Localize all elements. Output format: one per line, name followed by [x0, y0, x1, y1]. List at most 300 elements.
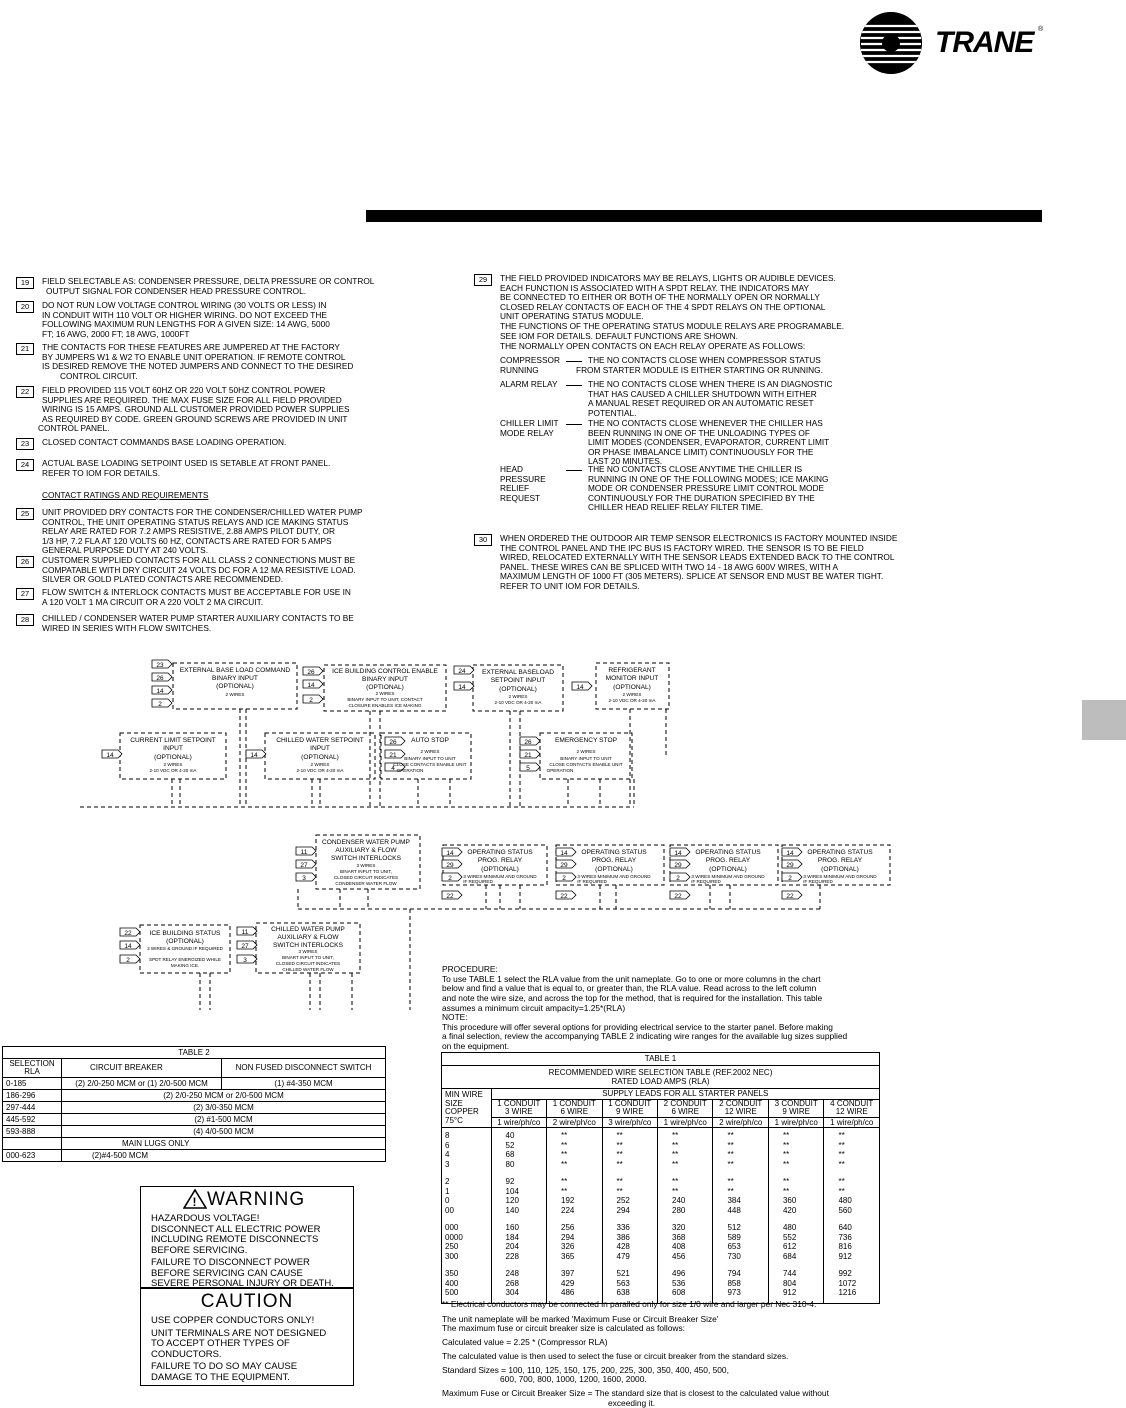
table-cell: [602, 1220, 657, 1266]
rla-value: 192: [561, 1196, 575, 1205]
tag-14: [120, 941, 140, 950]
rla-value: **: [838, 1131, 845, 1140]
tag-27: [296, 860, 316, 869]
svg-text:2: 2: [126, 957, 130, 964]
table-row: 445-592 (2) #1-500 MCM: [3, 1114, 386, 1126]
svg-text:4: 4: [391, 765, 395, 772]
svg-text:26: 26: [156, 675, 164, 682]
rla-value: 428: [616, 1242, 630, 1251]
table-2: [2, 1046, 386, 1162]
rla-value: 280: [672, 1205, 686, 1215]
rla-value: **: [672, 1186, 679, 1196]
warning-title: WARNING: [207, 1189, 306, 1210]
svg-text:26: 26: [524, 739, 532, 746]
table-cell: [768, 1174, 823, 1220]
header-rule: [366, 210, 1042, 222]
table-cell: [602, 1128, 657, 1175]
rla-value: 589: [727, 1232, 741, 1242]
wire-size: 3: [445, 1159, 450, 1169]
box-os4-l0: OPERATING STATUS: [807, 849, 873, 856]
box-refrig-l3: 2 WIRES: [622, 692, 642, 697]
svg-text:14: 14: [446, 850, 454, 857]
box-refrig-l2: (OPTIONAL): [613, 684, 651, 691]
svg-text:24: 24: [458, 668, 466, 675]
note-27: 27 FLOW SWITCH & INTERLOCK CONTACTS MUST BE ACCEPTABLE FOR USE IN A 120 VOLT 1 MA CIRCUIT OR A 220 VOLT 2 MA CIRCUIT.: [16, 588, 376, 610]
relay-desc-compressor: THE NO CONTACTS CLOSE WHEN COMPRESSOR STATUS FROM STARTER MODULE IS EITHER STARTING OR RUNNING.: [576, 355, 823, 375]
rla-value: 684: [782, 1251, 797, 1261]
table-cell: [442, 1220, 492, 1266]
table-cell: [658, 1220, 713, 1266]
table-cell: [547, 1128, 602, 1175]
tag-11: [296, 847, 316, 856]
box-autostop-l4: OPERATION: [396, 768, 424, 773]
tag-2: [152, 699, 172, 708]
box-icestatus-l3: SPDT RELAY ENERGIZED WHILE: [149, 957, 221, 962]
wire-size: 8: [445, 1131, 450, 1140]
table-row: 0-185 (2) 2/0-250 MCM or (1) 2/0-500 MCM (1) #4-350 MCM: [3, 1078, 386, 1090]
box-ice-l4: BINARY INPUT TO UNIT, CONTACT: [347, 697, 423, 702]
table-1-col-row: 1 CONDUIT 3 WIRE 1 CONDUIT 6 WIRE 1 CONDUIT 9 WIRE 2 CONDUIT 6 WIRE 2 CONDUIT 12 WIRE 3 CONDUIT 9 WIRE 4 CONDUIT 12 WIRE: [442, 1099, 880, 1117]
box-baseload-l0: EXTERNAL BASELOAD: [482, 669, 554, 676]
svg-text:29: 29: [786, 862, 794, 869]
svg-text:14: 14: [576, 684, 584, 691]
rla-value: 252: [616, 1196, 630, 1205]
rla-value: **: [727, 1140, 734, 1150]
box-estop-l1: 2 WIRES: [576, 749, 596, 754]
table-cell: [824, 1266, 880, 1303]
wire-size: 350: [445, 1269, 459, 1278]
table-2-header-row: SELECTION RLA CIRCUIT BREAKER NON FUSED DISCONNECT SWITCH: [3, 1059, 386, 1078]
rla-value: **: [616, 1186, 623, 1196]
svg-text:14: 14: [560, 850, 568, 857]
page-tab: [1082, 700, 1126, 740]
table-cell: [491, 1128, 546, 1175]
wire-size: 500: [445, 1288, 459, 1297]
table-cell: [491, 1266, 546, 1303]
tag-29: [670, 860, 690, 869]
box-condpump-l2: SWITCH INTERLOCKS: [331, 855, 401, 862]
table-cell: [547, 1266, 602, 1303]
table-cell: [658, 1174, 713, 1220]
box-ext-base-load-l2: (OPTIONAL): [216, 683, 254, 690]
box-cwpump-l6: CHILLED WATER FLOW: [282, 967, 334, 972]
tag-2: [556, 873, 576, 882]
rla-value: 560: [838, 1205, 852, 1215]
box-os3-l4: IF REQUIRED: [691, 879, 721, 884]
box-current-l1: INPUT: [163, 745, 183, 752]
rla-value: 92: [505, 1177, 515, 1186]
svg-text:2: 2: [788, 875, 792, 882]
box-os4-l4: IF REQUIRED: [803, 879, 833, 884]
rla-value: 240: [672, 1196, 686, 1205]
rla-value: 480: [782, 1223, 797, 1232]
tag-2: [303, 695, 323, 704]
svg-text:14: 14: [124, 943, 132, 950]
svg-text:29: 29: [674, 862, 682, 869]
note-26: 26 CUSTOMER SUPPLIED CONTACTS FOR ALL CLASS 2 CONNECTIONS MUST BE COMPATABLE WITH DRY CIRCUIT 24 VOLTS DC FOR A 12 MA RESISTIVE LOAD. SILVER OR GOLD PLATED CONTACTS ARE RECOMMENDED.: [16, 556, 376, 588]
table-row: 593-888 (4) 4/0-500 MCM: [3, 1126, 386, 1138]
tag-14: [572, 682, 592, 691]
relay-intro: THE NORMALLY OPEN CONTACTS ON EACH RELAY OPERATE AS FOLLOWS:: [500, 341, 806, 351]
tag-2: [782, 873, 802, 882]
rla-value: 320: [672, 1223, 686, 1232]
svg-text:5: 5: [526, 765, 530, 772]
tag-5: [520, 763, 540, 772]
box-autostop-l3: CLOSE CONTACTS ENABLE UNIT: [393, 762, 467, 767]
svg-text:29: 29: [446, 862, 454, 869]
note-30: 30 WHEN ORDERED THE OUTDOOR AIR TEMP SENSOR ELECTRONICS IS FACTORY MOUNTED INSIDE THE CONTROL PANEL AND THE IPC BUS IS FACTORY WIRED. THE SENSOR IS TO BE FIELD WIRED, RELOCATED EXTERNALLY WITH THE SENSOR LEADS EXTENDED BACK TO THE CONTROL PANEL. THESE WIRES CAN BE SPLICED WITH TWO 14 - 18 AWG 600V WIRES, WITH A MAXIMUM LENGTH OF 1000 FT (305 METERS). SPLICE AT SENSOR END MUST BE WATER TIGHT. REFER TO UNIT IOM FOR DETAILS.: [474, 534, 914, 594]
table-cell: [442, 1128, 492, 1175]
table-1-body: [442, 1128, 880, 1304]
table-cell: [713, 1266, 768, 1303]
box-os4-l3: 3 WIRES MINIMUM AND GROUND: [803, 874, 877, 879]
svg-text:14: 14: [106, 752, 114, 759]
svg-text:26: 26: [307, 669, 315, 676]
box-current-l4: 2-10 VDC OR 4-20 mA: [149, 768, 197, 773]
rla-value: 429: [561, 1278, 575, 1288]
svg-text:2: 2: [448, 875, 452, 882]
rla-value: 563: [616, 1278, 630, 1288]
rla-value: 486: [561, 1288, 575, 1297]
table-row: 000-623 (2)#4-500 MCM: [3, 1150, 386, 1162]
box-condpump-l5: CLOSED CIRCUIT INDICATES: [333, 875, 399, 880]
tag-29: [442, 860, 462, 869]
rla-value: 496: [672, 1269, 686, 1278]
rla-value: 638: [616, 1288, 630, 1297]
table-cell: [547, 1174, 602, 1220]
box-chilled-l3: 2 WIRES: [310, 762, 330, 767]
box-autostop-l1: 2 WIRES: [420, 749, 440, 754]
box-chilled-l2: (OPTIONAL): [301, 754, 339, 761]
svg-text:2: 2: [676, 875, 680, 882]
tag-21: [385, 750, 405, 759]
wire-size: 1: [445, 1186, 450, 1196]
tag-2: [120, 955, 140, 964]
rla-value: 256: [561, 1223, 575, 1232]
box-condpump-l0: CONDENSER WATER PUMP: [322, 839, 410, 846]
note-22: 22 FIELD PROVIDED 115 VOLT 60HZ OR 220 VOLT 50HZ CONTROL POWER SUPPLIES ARE REQUIRED. THE MAX FUSE SIZE FOR ALL FIELD PROVIDED WIRING IS 15 AMPS. GROUND ALL CUSTOMER PROVIDED POWER SUPPLIES AS REQUIRED BY CODE. GREEN GROUND SCREWS ARE PROVIDED IN UNIT CONTROL PANEL.: [16, 386, 376, 436]
table-cell: [442, 1266, 492, 1303]
tag-22: [442, 891, 462, 900]
tag-14: [782, 848, 802, 857]
box-estop-l3: CLOSE CONTACTS ENABLE UNIT: [549, 762, 623, 767]
box-estop-l4: OPERATION: [546, 768, 574, 773]
box-refrig-l0: REFRIGERANT: [608, 667, 656, 674]
box-refrig-l4: 2-10 VDC OR 4-20 mA: [608, 698, 656, 703]
caution-box: CAUTION USE COPPER CONDUCTORS ONLY! UNIT TERMINALS ARE NOT DESIGNED TO ACCEPT OTHER TYPES OF CONDUCTORS. FAILURE TO DO SO MAY CAUSE DAMAGE TO THE EQUIPMENT.: [140, 1288, 354, 1386]
wire-size: 4: [445, 1150, 450, 1159]
tag-22: [556, 891, 576, 900]
relay-name-alarm: ALARM RELAY: [500, 379, 558, 389]
rla-value: 804: [782, 1278, 797, 1288]
tag-11: [237, 927, 257, 936]
rla-value: 973: [727, 1288, 741, 1297]
table-cell: [824, 1128, 880, 1175]
tag-14: [442, 848, 462, 857]
rla-value: 80: [505, 1159, 515, 1169]
rla-value: 386: [616, 1232, 630, 1242]
table-row: MAIN LUGS ONLY: [3, 1138, 386, 1150]
table-cell: [491, 1174, 546, 1220]
relay-name-compressor: COMPRESSOR RUNNING: [500, 355, 560, 375]
table-cell: [442, 1174, 492, 1220]
note-28: 28 CHILLED / CONDENSER WATER PUMP STARTER AUXILIARY CONTACTS TO BE WIRED IN SERIES WITH FLOW SWITCHES.: [16, 614, 376, 636]
rla-value: 368: [672, 1232, 686, 1242]
table-1-sub-row: 1 wire/ph/co 2 wire/ph/co 3 wire/ph/co 1 wire/ph/co 2 wire/ph/co 1 wire/ph/co 1 wire/ph/co: [442, 1117, 880, 1128]
relay-name-head-pressure: HEAD PRESSURE RELIEF REQUEST: [500, 464, 546, 503]
relay-name-chiller-limit: CHILLER LIMIT MODE RELAY: [500, 418, 559, 438]
rla-value: **: [782, 1131, 790, 1140]
rla-value: **: [672, 1140, 679, 1150]
rla-value: 640: [838, 1223, 852, 1232]
box-ice-l2: (OPTIONAL): [366, 684, 404, 691]
relay-desc-alarm: THE NO CONTACTS CLOSE WHEN THERE IS AN DIAGNOSTIC THAT HAS CAUSED A CHILLER SHUTDOWN WITH EITHER A MANUAL RESET REQUIRED OR AN AUTOMATIC RESET POTENTIAL.: [588, 379, 833, 418]
tag-2: [442, 873, 462, 882]
note-21: 21 THE CONTACTS FOR THESE FEATURES ARE JUMPERED AT THE FACTORY BY JUMPERS W1 & W2 TO ENABLE UNIT OPERATION. IF REMOTE CONTROL IS DESIRED REMOVE THE NOTED JUMPERS AND CONNECT TO THE DESIRED CONTROL CIRCUIT.: [16, 343, 376, 383]
box-os1-l4: IF REQUIRED: [463, 879, 493, 884]
box-current-l2: (OPTIONAL): [154, 754, 192, 761]
svg-text:11: 11: [300, 849, 308, 856]
svg-text:3: 3: [302, 875, 306, 882]
tag-14: [670, 848, 690, 857]
rla-value: 248: [505, 1269, 519, 1278]
table-row: [442, 1174, 880, 1220]
table-1: [441, 1052, 880, 1304]
rla-value: **: [782, 1177, 790, 1186]
rla-value: **: [838, 1140, 845, 1150]
rla-value: 1072: [838, 1278, 857, 1288]
box-os4-l1: PROG. RELAY: [817, 857, 863, 864]
tag-26: [152, 673, 172, 682]
rla-value: **: [727, 1186, 734, 1196]
table-cell: [491, 1220, 546, 1266]
tag-27: [237, 941, 257, 950]
warning-triangle-icon: [183, 1189, 207, 1215]
tag-14: [246, 750, 266, 759]
rla-value: 120: [505, 1196, 519, 1205]
box-icestatus-l0: ICE BUILDING STATUS: [149, 930, 221, 937]
box-current-l0: CURRENT LIMIT SETPOINT: [130, 737, 216, 744]
table-cell: [658, 1128, 713, 1175]
rla-value: 204: [505, 1242, 519, 1251]
rla-value: **: [838, 1159, 845, 1169]
contact-ratings-heading: CONTACT RATINGS AND REQUIREMENTS: [42, 490, 209, 500]
box-baseload-l2: (OPTIONAL): [499, 686, 537, 693]
box-estop-l2: BINARY INPUT TO UNIT: [560, 756, 612, 761]
tag-14: [152, 686, 172, 695]
rla-value: 653: [727, 1242, 741, 1251]
wire-size: 000: [445, 1223, 459, 1232]
rla-value: 612: [782, 1242, 797, 1251]
rla-value: **: [561, 1177, 568, 1186]
table-cell: [713, 1128, 768, 1175]
box-ext-base-load-l0: EXTERNAL BASE LOAD COMMAND: [179, 667, 291, 674]
rla-value: **: [672, 1177, 679, 1186]
rla-value: 304: [505, 1288, 519, 1297]
relay-dash: [566, 385, 582, 386]
note-19: 19 FIELD SELECTABLE AS: CONDENSER PRESSURE, DELTA PRESSURE OR CONTROL OUTPUT SIGNAL FOR CONDENSER HEAD PRESSURE CONTROL.: [16, 277, 376, 299]
rla-value: 736: [838, 1232, 852, 1242]
rla-value: 384: [727, 1196, 741, 1205]
table-cell: [824, 1174, 880, 1220]
box-os2-l0: OPERATING STATUS: [581, 849, 647, 856]
box-os1-l2: (OPTIONAL): [481, 866, 519, 873]
tag-22: [670, 891, 690, 900]
wire-size: 400: [445, 1278, 459, 1288]
note-23: 23 CLOSED CONTACT COMMANDS BASE LOADING OPERATION.: [16, 438, 376, 450]
tag-14: [303, 680, 323, 689]
wire-size: 300: [445, 1251, 459, 1261]
rla-value: 360: [782, 1196, 797, 1205]
rla-value: 40: [505, 1131, 515, 1140]
box-current-l3: 2 WIRES: [163, 762, 183, 767]
tag-21: [520, 750, 540, 759]
rla-value: 536: [672, 1278, 686, 1288]
tag-29: [556, 860, 576, 869]
table-cell: [602, 1266, 657, 1303]
svg-text:21: 21: [389, 752, 397, 759]
rla-value: 68: [505, 1150, 515, 1159]
rla-value: **: [616, 1131, 623, 1140]
note-24: 24 ACTUAL BASE LOADING SETPOINT USED IS SETABLE AT FRONT PANEL. REFER TO IOM FOR DETAILS.: [16, 459, 376, 481]
wire-size: 2: [445, 1177, 450, 1186]
rla-value: 480: [838, 1196, 852, 1205]
rla-value: 397: [561, 1269, 575, 1278]
rla-value: **: [672, 1159, 679, 1169]
box-chilled-l0: CHILLED WATER SETPOINT: [276, 737, 364, 744]
rla-value: 228: [505, 1251, 519, 1261]
tag-26: [520, 737, 540, 746]
svg-text:14: 14: [674, 850, 682, 857]
svg-text:14: 14: [458, 684, 466, 691]
table-row: 297-444 (2) 3/0-350 MCM: [3, 1102, 386, 1114]
table-cell: [713, 1220, 768, 1266]
svg-text:11: 11: [241, 929, 249, 936]
rla-value: 479: [616, 1251, 630, 1261]
rla-value: 224: [561, 1205, 575, 1215]
table-cell: [768, 1266, 823, 1303]
rla-value: **: [616, 1150, 623, 1159]
table-1-subtitle-row: RECOMMENDED WIRE SELECTION TABLE (REF.2002 NEC) RATED LOAD AMPS (RLA): [442, 1066, 880, 1089]
box-baseload-l3: 2 WIRES: [508, 694, 528, 699]
box-cwpump-l4: BINART INPUT TO UNIT,: [282, 955, 334, 960]
rla-value: 794: [727, 1269, 741, 1278]
svg-text:22: 22: [560, 893, 568, 900]
rla-value: **: [616, 1140, 623, 1150]
table-cell: [658, 1266, 713, 1303]
svg-text:22: 22: [446, 893, 454, 900]
relay-desc-head-pressure: THE NO CONTACTS CLOSE ANYTIME THE CHILLER IS RUNNING IN ONE OF THE FOLLOWING MODES; ICE MAKING MODE OR CONDENSER PRESSURE LIMIT CONTROL MODE CONTINUOUSLY FOR THE DURATION SPECIFIED BY THE CHILLER HEAD RELIEF RELAY FILTER TIME.: [588, 464, 829, 513]
rla-value: 294: [616, 1205, 630, 1215]
box-cwpump-l1: AUXILIARY & FLOW: [277, 934, 339, 941]
rla-value: **: [727, 1159, 734, 1169]
wire-size: 00: [445, 1205, 454, 1215]
rla-value: 730: [727, 1251, 741, 1261]
box-cwpump-l0: CHILLED WATER PUMP: [271, 926, 345, 933]
table-cell: [547, 1220, 602, 1266]
rla-value: 456: [672, 1251, 686, 1261]
table-row: 186-296 (2) 2/0-250 MCM or 2/0-500 MCM: [3, 1090, 386, 1102]
rla-value: **: [782, 1159, 790, 1169]
box-estop-l0: EMERGENCY STOP: [554, 737, 618, 744]
svg-text:2: 2: [158, 701, 162, 708]
rla-value: 326: [561, 1242, 575, 1251]
svg-text:27: 27: [300, 862, 308, 869]
rla-value: **: [782, 1140, 790, 1150]
svg-text:23: 23: [156, 662, 164, 669]
svg-text:29: 29: [560, 862, 568, 869]
rla-value: 365: [561, 1251, 575, 1261]
table-cell: [768, 1128, 823, 1175]
tag-14: [454, 682, 474, 691]
box-ice-l3: 2 WIRES: [375, 691, 395, 696]
rla-value: 816: [838, 1242, 852, 1251]
tag-22: [120, 928, 140, 937]
rla-value: 992: [838, 1269, 852, 1278]
box-autostop-l0: AUTO STOP: [411, 737, 449, 744]
rla-value: 858: [727, 1278, 741, 1288]
rla-value: 294: [561, 1232, 575, 1242]
rla-value: 160: [505, 1223, 519, 1232]
table-cell: [768, 1220, 823, 1266]
svg-text:22: 22: [674, 893, 682, 900]
rla-value: 912: [782, 1288, 797, 1297]
rla-value: **: [727, 1131, 734, 1140]
table-cell: [824, 1220, 880, 1266]
tag-26: [385, 737, 405, 746]
table-row: [442, 1220, 880, 1266]
rla-value: 521: [616, 1269, 630, 1278]
svg-text:2: 2: [309, 697, 313, 704]
box-os1-l1: PROG. RELAY: [477, 857, 523, 864]
tag-22: [782, 891, 802, 900]
box-os2-l1: PROG. RELAY: [591, 857, 637, 864]
box-refrig-l1: MONITOR INPUT: [605, 675, 659, 682]
box-os1-l3: 3 WIRES MINIMUM AND GROUND: [463, 874, 537, 879]
rla-value: 448: [727, 1205, 741, 1215]
rla-value: **: [838, 1150, 845, 1159]
box-condpump-l6: CONDENSER WATER FLOW: [335, 881, 397, 886]
box-chilled-l4: 2-10 VDC OR 4-20 mA: [296, 768, 344, 773]
brand-name: TRANE: [935, 26, 1034, 59]
svg-text:3: 3: [243, 957, 247, 964]
tag-14: [556, 848, 576, 857]
svg-text:14: 14: [307, 682, 315, 689]
procedure-note: NOTE: This procedure will offer several options for providing electrical service to the starter panel. Before making a final selection, review the accompanying TABLE 2 indicating wire ranges for the available lug sizes supplied on the equipment.: [442, 1012, 848, 1052]
rla-value: **: [561, 1159, 568, 1169]
relay-dash: [566, 361, 582, 362]
box-condpump-l4: BINART INPUT TO UNIT,: [340, 869, 392, 874]
svg-text:!: !: [192, 1195, 198, 1209]
tag-24: [454, 666, 474, 675]
box-condpump-l3: 3 WIRES: [356, 863, 376, 868]
tag-23: [152, 660, 172, 669]
svg-text:14: 14: [250, 752, 258, 759]
relay-desc-chiller-limit: THE NO CONTACTS CLOSE WHENEVER THE CHILLER HAS BEEN RUNNING IN ONE OF THE UNLOADING TYPES OF LIMIT MODES (CONDENSER, EVAPORATOR, CURRENT LIMIT OR PHASE IMBALANCE LIMIT) CONTINUOUSLY FOR THE LAST 20 MINUTES.: [588, 418, 830, 467]
rla-value: **: [561, 1150, 568, 1159]
rla-value: **: [727, 1150, 734, 1159]
wire-size: 6: [445, 1140, 450, 1150]
trane-logo-icon: [860, 12, 922, 74]
svg-text:14: 14: [786, 850, 794, 857]
tag-3: [296, 873, 316, 882]
procedure-text: PROCEDURE: To use TABLE 1 select the RLA value from the unit nameplate. Go to one or more columns in the chart below and find a value that is equal to, or greater than, the RLA value. Read across to the left column and note the wire size, and across the top for the method, that is required for the installation. This table assumes a minimum circuit ampacity=1.25*(RLA): [442, 964, 823, 1013]
wire-size: 0000: [445, 1232, 463, 1242]
box-ext-base-load-l1: BINARY INPUT: [212, 675, 258, 682]
svg-text:2: 2: [562, 875, 566, 882]
box-ice-l1: BINARY INPUT: [362, 676, 408, 683]
rla-value: **: [727, 1177, 734, 1186]
